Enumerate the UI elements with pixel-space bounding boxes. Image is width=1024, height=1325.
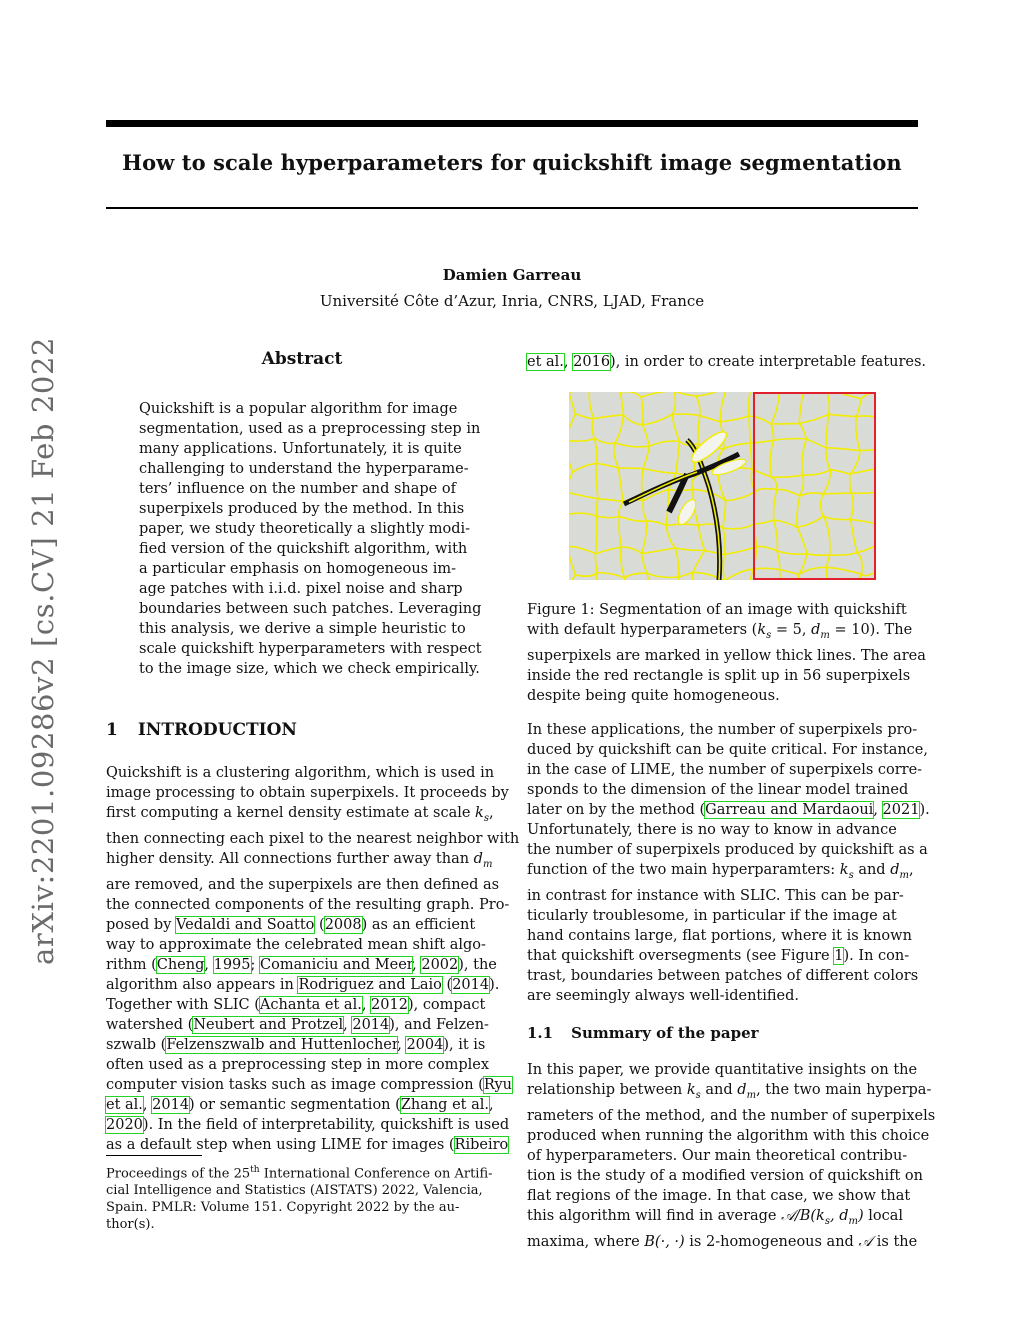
abstract-line: many applications. Unfortunately, it is quite [139, 441, 462, 457]
citation-link[interactable]: 2002 [421, 956, 459, 973]
abstract-line: age patches with i.i.d. pixel noise and sharp [139, 581, 463, 597]
paper-title: How to scale hyperparameters for quickshift image segmentation [122, 150, 902, 175]
citation-link[interactable]: Comaniciu and Meer [260, 956, 413, 973]
text-line: produced when running the algorithm with this choice [527, 1127, 930, 1144]
text-line: computer vision tasks such as image compression (Ryu [106, 1076, 513, 1093]
citation-link[interactable]: 2014 [152, 1096, 190, 1113]
citation-link[interactable]: Ribeiro [454, 1136, 509, 1153]
citation-link[interactable]: 2012 [371, 996, 408, 1013]
citation-link[interactable]: 1995 [213, 956, 251, 973]
citation-link[interactable]: 2020 [106, 1116, 143, 1133]
text-line: image processing to obtain superpixels. It proceeds by [106, 785, 509, 801]
caption-line: with default hyperparameters ($k_s = 5$, $d_m = 10$). The [527, 622, 913, 641]
citation-link[interactable]: et al. [106, 1096, 143, 1113]
citation-link[interactable]: et al. [527, 354, 564, 370]
citation-link[interactable]: 2004 [406, 1036, 444, 1053]
title-bottom-rule [106, 207, 918, 209]
text-line: ticularly troublesome, in particular if the image at [527, 907, 897, 924]
citation-link[interactable]: 2008 [324, 916, 362, 933]
citation-link[interactable]: Cheng [156, 956, 205, 973]
subsection-heading [527, 1024, 759, 1042]
subsection-title: Summary of the paper [571, 1024, 759, 1042]
text-line: In this paper, we provide quantitative insights on the [527, 1062, 918, 1078]
text-line: that quickshift oversegments (see Figure 1). In con- [527, 947, 910, 964]
intro-paragraph [106, 763, 520, 1155]
text-line: function of the two main hyperparamters: $k_s$ and $d_m$, [527, 862, 914, 881]
citation-link[interactable]: Ryu [483, 1076, 513, 1093]
text-line: are seemingly always well-identified. [527, 987, 800, 1004]
text-line: watershed (Neubert and Protzel, 2014), and Felzen- [106, 1016, 489, 1033]
text-line: rithm (Cheng, 1995; Comaniciu and Meer, 2002), the [106, 956, 497, 973]
text-line: trast, boundaries between patches of different colors [527, 967, 919, 984]
abstract-line: boundaries between such patches. Leveraging [139, 601, 482, 617]
abstract-line: fied version of the quickshift algorithm, with [139, 541, 468, 557]
abstract-heading: Abstract [261, 349, 343, 369]
footnote [106, 1162, 498, 1233]
citation-link[interactable]: Zhang et al. [400, 1096, 489, 1113]
citation-link[interactable]: 2014 [352, 1016, 390, 1033]
author-name: Damien Garreau [442, 266, 582, 284]
caption-line: inside the red rectangle is split up in 56 superpixels [527, 667, 911, 684]
text-line: flat regions of the image. In that case, we show that [527, 1187, 911, 1204]
footnote-line: thor(s). [106, 1217, 155, 1233]
citation-link[interactable]: Rodriguez and Laio [298, 976, 442, 993]
text-line: 2020). In the field of interpretability, quickshift is used [106, 1116, 510, 1133]
abstract-line: scale quickshift hyperparameters with respect [139, 641, 482, 657]
text-line: later on by the method (Garreau and Mardaoui, 2021). [527, 802, 930, 818]
abstract-line: a particular emphasis on homogeneous im- [139, 561, 456, 577]
text-line: this algorithm will find in average $𝒜/B(k_s$, $d_m$) local [527, 1207, 904, 1227]
footnote-line: Proceedings of the 25th International Conference on Artifi- [106, 1165, 493, 1182]
abstract-line: Quickshift is a popular algorithm for image [139, 401, 458, 417]
continued-text [527, 352, 927, 372]
figure-caption [527, 600, 926, 706]
citation-link[interactable]: Felzenszwalb and Huttenlocher [166, 1036, 398, 1053]
text-line: of hyperparameters. Our main theoretical contribu- [527, 1147, 908, 1164]
subsection-number: 1.1 [527, 1024, 554, 1042]
text-line: way to approximate the celebrated mean shift algo- [106, 936, 486, 953]
text-line: sponds to the dimension of the linear model trained [527, 782, 909, 798]
text-line: in contrast for instance with SLIC. This can be par- [527, 887, 904, 904]
citation-link[interactable]: Achanta et al. [259, 996, 362, 1013]
text-line: the connected components of the resulting graph. Pro- [106, 896, 510, 913]
text-line: the number of superpixels produced by quickshift as a [527, 842, 928, 858]
text-line: first computing a kernel density estimate at scale $k_s$, [106, 805, 494, 824]
caption-line: Figure 1: Segmentation of an image with quickshift [527, 602, 907, 618]
summary-paragraph [527, 1060, 936, 1252]
text-line: hand contains large, flat portions, where it is known [527, 927, 912, 944]
text-line: in the case of LIME, the number of superpixels corre- [527, 762, 923, 778]
abstract-line: this analysis, we derive a simple heuristic to [139, 621, 466, 637]
citation-link[interactable]: 2014 [452, 976, 490, 993]
caption-line: despite being quite homogeneous. [527, 687, 780, 704]
abstract-line: superpixels produced by the method. In this [139, 501, 465, 517]
title-top-rule [106, 120, 918, 127]
text-line: as a default step when using LIME for images (Ribeiro [106, 1136, 509, 1153]
author-affiliation: Université Côte d’Azur, Inria, CNRS, LJAD, France [319, 292, 705, 310]
caption-line: superpixels are marked in yellow thick lines. The area [527, 647, 926, 664]
citation-link[interactable]: 2016 [573, 354, 611, 370]
section-title: INTRODUCTION [137, 720, 297, 740]
citation-link[interactable]: Neubert and Protzel [193, 1016, 344, 1033]
text-line: et al., 2014) or semantic segmentation (Zhang et al., [106, 1096, 494, 1113]
abstract-line: ters’ influence on the number and shape of [139, 481, 456, 497]
abstract-body [139, 399, 482, 679]
figure-reference-link[interactable]: 1 [834, 947, 844, 964]
text-line: et al., 2016), in order to create interpretable features. [527, 354, 927, 370]
text-line: szwalb (Felzenszwalb and Huttenlocher, 2004), it is [106, 1036, 486, 1053]
abstract-line: to the image size, which we check empirically. [139, 661, 480, 677]
abstract-line: challenging to understand the hyperparame- [139, 461, 469, 477]
footnote-line: cial Intelligence and Statistics (AISTATS) 2022, Valencia, [106, 1183, 483, 1199]
citation-link[interactable]: 2021 [882, 802, 920, 818]
citation-link[interactable]: Garreau and Mardaoui [705, 802, 874, 818]
text-line: higher density. All connections further away than $d_m$ [106, 850, 493, 870]
applications-paragraph [527, 720, 930, 1006]
footnote-rule [106, 1155, 202, 1156]
text-line: In these applications, the number of superpixels pro- [527, 722, 918, 738]
text-line: algorithm also appears in Rodriguez and Laio (2014). [106, 976, 500, 993]
footnote-line: Spain. PMLR: Volume 151. Copyright 2022 by the au- [106, 1200, 460, 1216]
text-line: Together with SLIC (Achanta et al., 2012), compact [106, 996, 486, 1013]
text-line: tion is the study of a modified version of quickshift on [527, 1167, 923, 1184]
text-line: Quickshift is a clustering algorithm, which is used in [106, 765, 495, 781]
citation-link[interactable]: Vedaldi and Soatto [176, 916, 315, 933]
segmentation-figure [569, 392, 876, 580]
abstract-line: paper, we study theoretically a slightly modi- [139, 521, 471, 537]
arxiv-side-label: arXiv:2201.09286v2 [cs.CV] 21 Feb 2022 [26, 336, 60, 965]
text-line: duced by quickshift can be quite critical. For instance, [527, 742, 928, 758]
text-line: are removed, and the superpixels are then defined as [106, 876, 500, 893]
text-line: posed by Vedaldi and Soatto (2008) as an efficient [106, 916, 476, 933]
text-line: Unfortunately, there is no way to know in advance [527, 822, 897, 838]
section-number: 1 [106, 720, 118, 740]
text-line: rameters of the method, and the number of superpixels [527, 1107, 936, 1124]
text-line: maxima, where B(·, ·) is 2-homogeneous and 𝒜 is the [527, 1233, 918, 1250]
text-line: relationship between $k_s$ and $d_m$, the two main hyperpa- [527, 1082, 932, 1101]
abstract-line: segmentation, used as a preprocessing step in [139, 421, 481, 437]
text-line: often used as a preprocessing step in more complex [106, 1056, 490, 1073]
text-line: then connecting each pixel to the nearest neighbor with [106, 830, 520, 847]
section-1-heading [106, 720, 297, 740]
